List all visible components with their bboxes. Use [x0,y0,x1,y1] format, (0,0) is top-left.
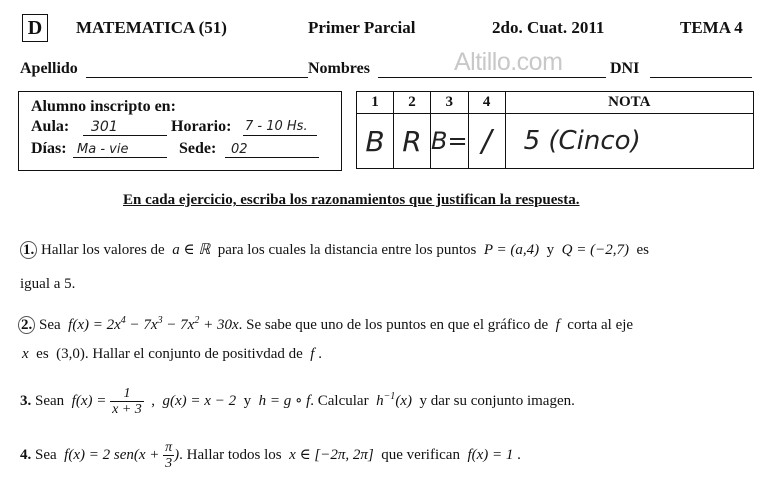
grade-header-2: 2 [394,92,431,114]
exercise-1-line-2: igual a 5. [20,276,76,292]
exercise-2-f: f [555,317,560,333]
exam-title: Primer Parcial [308,18,416,37]
sede-value: 02 [231,142,248,157]
exercise-4 [20,440,521,471]
exercise-4-interval: x ∈ [−2π, 2π] [289,446,374,463]
exercise-3-text-a: Sean [35,392,65,409]
exercise-3-number: 3. [20,392,32,409]
exercise-3-inverse: $h^{-1}(x)$ [376,390,412,409]
exercise-2 [18,311,633,335]
horario-label: Horario: [171,118,232,135]
apellido-field[interactable] [86,60,308,78]
exercise-3-h: h = g ∘ f [258,392,311,409]
apellido-label: Apellido [20,60,78,77]
grade-header-4: 4 [468,92,505,114]
exercise-2-f-2: f [310,346,315,362]
exercise-2-number: 2. [18,316,35,334]
grade-nota: 5 (Cinco) [505,114,753,169]
exercise-4-number: 4. [20,446,32,463]
grade-mark-4: / [468,114,505,169]
exercise-4-fraction-num: π [165,440,173,455]
exercise-4-dot: . [517,446,521,463]
instruction-text: En cada ejercicio, escriba los razonamientos que justifican la respuesta. [123,192,580,208]
exercise-3 [20,386,575,417]
exercise-1 [20,240,649,260]
exercise-4-equation: f(x) = 1 [467,446,514,463]
exercise-1-number: 1. [20,241,37,259]
exercise-1-text-a: Hallar los valores de [41,242,165,258]
exercise-3-text-c: y dar su conjunto imagen. [419,392,575,409]
exercise-2-function: $f(x) = 2x^4 - 7x^3 - 7x^2 + 30x$ [68,315,239,333]
exercise-3-comma: , [151,392,156,409]
exercise-2-text-d: es [36,346,49,362]
exercise-4-text-c: que verifican [381,446,460,463]
student-box-title: Alumno inscripto en: [31,98,176,115]
exercise-3-f: f(x) = [71,392,107,409]
topic-label: TEMA 4 [680,18,743,37]
exercise-2-text-e: . Hallar el conjunto de positivdad de [84,346,303,362]
exercise-2-text-b: . Se sabe que uno de los puntos en que el gráfico de [238,317,549,333]
exercise-4-fraction [163,440,174,471]
nombres-label: Nombres [308,60,370,77]
exercise-4-text-b: . Hallar todos los [179,446,282,463]
exercise-4-fraction-den: 3 [165,456,173,471]
aula-label: Aula: [31,118,70,135]
exercise-1-point-p: P = (a,4) [483,242,540,258]
horario-value: 7 - 10 Hs. [245,119,308,134]
exercise-2-text-c: corta al eje [567,317,634,333]
exercise-2-text-a: Sea [39,317,61,333]
exercise-1-text-c: y [546,242,555,258]
watermark-logo: Altillo.com [454,48,563,76]
exercise-1-point-q: Q = (−2,7) [561,242,629,258]
grade-header-3: 3 [431,92,469,114]
aula-value: 301 [91,119,118,135]
exercise-3-fraction [110,386,144,417]
exercise-3-text-b: . Calcular [310,392,369,409]
term-label: 2do. Cuat. 2011 [492,18,605,37]
exercise-3-fraction-den: x + 3 [112,402,142,417]
exercise-4-close-paren: ) [174,446,180,463]
student-info-box [18,91,342,171]
grade-mark-1: B [357,114,394,169]
exercise-3-fraction-num: 1 [110,386,144,402]
exercise-2-dot: . [318,346,322,362]
grade-header-1: 1 [357,92,394,114]
dni-label: DNI [610,60,640,77]
dias-label: Días: [31,140,67,157]
exercise-1-text-d: es [636,242,649,258]
exercise-1-text-b: para los cuales la distancia entre los puntos [217,242,477,258]
exercise-3-g: g(x) = x − 2 [162,392,237,409]
grade-mark-2: R [394,114,431,169]
sede-label: Sede: [179,140,217,157]
exercise-2-x: x [22,346,29,362]
grade-header-nota: NOTA [505,92,753,114]
exercise-3-y: y [243,392,252,409]
exercise-4-f: f(x) = 2 sen(x + [64,446,160,463]
exercise-2-point: (3,0) [56,346,85,362]
grade-mark-3: B= [431,114,469,169]
tema-letter-box: D [22,14,48,42]
dias-value: Ma - vie [77,142,129,157]
exercise-2-line-2 [22,344,322,364]
dni-field[interactable] [650,60,752,78]
exercise-1-math-a: a ∈ ℝ [172,242,211,258]
exercise-4-text-a: Sea [35,446,57,463]
subject-title: MATEMATICA (51) [76,18,227,37]
grades-table [356,91,754,169]
